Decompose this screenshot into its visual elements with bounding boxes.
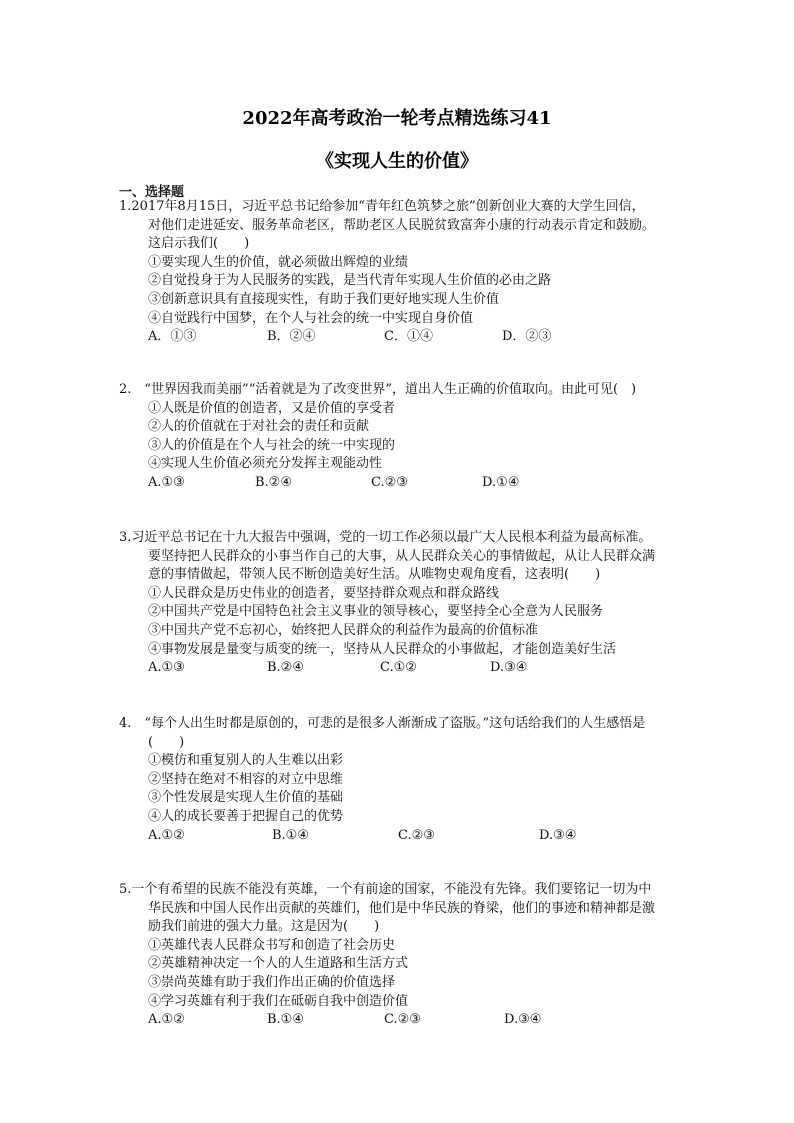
answer-options — [148, 827, 699, 846]
question-stem-line: 1.2017年8月15日，习近平总书记给参加“青年红色筑梦之旅”创新创业大赛的大学生回信， — [119, 199, 645, 214]
answer-options — [148, 659, 699, 678]
statement: ③创新意识具有直接现实性，有助于我们更好地实现人生价值 — [148, 291, 500, 307]
statement: ④人的成长要善于把握自己的优势 — [148, 808, 344, 824]
statement: ②坚持在绝对不相容的对立中思维 — [148, 771, 344, 787]
statement: ④事物发展是量变与质变的统一，坚持从人民群众的小事做起，才能创造美好生活 — [148, 641, 617, 657]
answer-options — [148, 1011, 699, 1030]
statement: ④自觉践行中国梦，在个人与社会的统一中实现自身价值 — [148, 310, 474, 326]
option-a: A.①③ — [148, 474, 185, 490]
option-c: C.②③ — [371, 474, 408, 490]
option-a: A．①③ — [148, 329, 197, 345]
question-stem-line: 5.一个有希望的民族不能没有英雄，一个有前途的国家，不能没有先锋。我们要铭记一切为中 — [119, 882, 652, 897]
question-stem-line: 4. “每个人出生时都是原创的，可悲的是很多人渐渐成了盗版。”这句话给我们的人生感悟是 — [119, 716, 646, 731]
question-stem-line: 励我们前进的强大力量。这是因为( ) — [148, 919, 380, 935]
option-d: D．②③ — [502, 329, 552, 345]
option-d: D.③④ — [504, 1012, 542, 1028]
section-heading: 一、选择题 — [119, 185, 185, 200]
document-title: 2022年高考政治一轮考点精选练习41 — [242, 108, 552, 129]
option-c: C.②③ — [398, 827, 435, 843]
question-stem-line: 要坚持把人民群众的小事当作自己的大事，从人民群众关心的事情做起，从让人民群众满 — [148, 548, 656, 564]
question-1 — [119, 198, 699, 347]
option-b: B．②④ — [267, 329, 316, 345]
statement: ②人的价值就在于对社会的责任和贡献 — [148, 419, 370, 435]
question-stem-line: 对他们走进延安、服务革命老区，帮助老区人民脱贫致富奔小康的行动表示肯定和鼓励。 — [148, 217, 656, 233]
statement: ①人既是价值的创造者，又是价值的享受者 — [148, 400, 396, 416]
statement: ②中国共产党是中国特色社会主义事业的领导核心，要坚持全心全意为人民服务 — [148, 604, 604, 620]
statement: ①英雄代表人民群众书写和创造了社会历史 — [148, 937, 396, 953]
question-stem-line: 2. “世界因我而美丽”“活着就是为了改变世界”，道出人生正确的价值取向。由此可见( ) — [119, 382, 637, 397]
statement: ④学习英雄有利于我们在砥砺自我中创造价值 — [148, 993, 409, 1009]
question-stem-line: 意的事情做起，带领人民不断创造美好生活。从唯物史观角度看，这表明( ) — [148, 567, 601, 583]
option-a: A.①③ — [148, 660, 185, 676]
answer-options — [148, 328, 699, 347]
option-b: B.①④ — [272, 827, 309, 843]
option-d: D.①④ — [482, 474, 520, 490]
option-c: C.②③ — [384, 1012, 421, 1028]
question-3 — [119, 529, 699, 678]
answer-options — [148, 474, 699, 493]
option-d: D.③④ — [490, 660, 528, 676]
statement: ③崇尚英雄有助于我们作出正确的价值选择 — [148, 974, 396, 990]
statement: ①人民群众是历史伟业的创造者，要坚持群众观点和群众路线 — [148, 585, 500, 601]
option-a: A.①② — [148, 827, 185, 843]
option-c: C．①④ — [384, 329, 433, 345]
question-2 — [119, 381, 699, 493]
statement: ②自觉投身于为人民服务的实践，是当代青年实现人生价值的必由之路 — [148, 273, 552, 289]
question-stem-line: 这启示我们( ) — [148, 236, 250, 252]
question-stem-line: 3.习近平总书记在十九大报告中强调，党的一切工作必须以最广大人民根本利益为最高标准。 — [119, 530, 652, 545]
statement: ①要实现人生的价值，就必须做出辉煌的业绩 — [148, 254, 409, 270]
question-5 — [119, 881, 699, 1030]
statement: ②英雄精神决定一个人的人生道路和生活方式 — [148, 956, 409, 972]
option-a: A.①② — [148, 1012, 185, 1028]
option-b: B.②④ — [255, 474, 292, 490]
statement: ③个性发展是实现人生价值的基础 — [148, 790, 344, 806]
option-d: D.③④ — [539, 827, 577, 843]
document-subtitle: 《实现人生的价值》 — [316, 151, 478, 172]
statement: ③中国共产党不忘初心，始终把人民群众的利益作为最高的价值标准 — [148, 622, 539, 638]
statement: ①模仿和重复别人的人生难以出彩 — [148, 753, 344, 769]
statement: ④实现人生价值必须充分发挥主观能动性 — [148, 456, 383, 472]
option-c: C.①② — [380, 660, 417, 676]
question-4 — [119, 715, 699, 845]
question-stem-line: 华民族和中国人民作出贡献的英雄们，他们是中华民族的脊梁，他们的事迹和精神都是激 — [148, 900, 656, 916]
option-b: B.②④ — [267, 660, 304, 676]
question-stem-line: ( ) — [148, 734, 185, 750]
statement: ③人的价值是在个人与社会的统一中实现的 — [148, 437, 396, 453]
option-b: B.①④ — [267, 1012, 304, 1028]
